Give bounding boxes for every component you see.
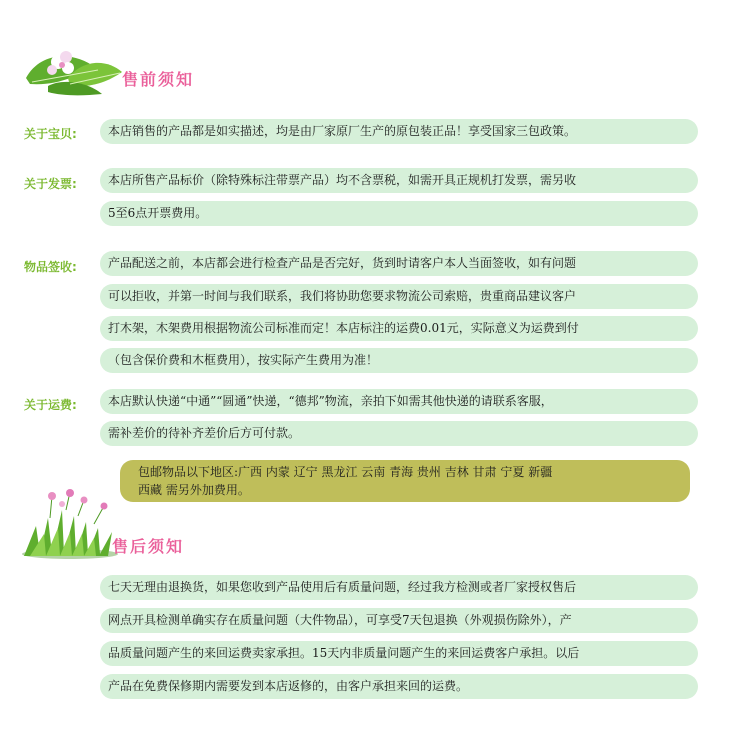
presale-heading: 售前须知 xyxy=(122,70,195,89)
about-invoice-line-1: 本店所售产品标价（除特殊标注带票产品）均不含票税，如需开具正规机打发票，需另收 xyxy=(100,168,698,193)
notice-line-2: 西藏 需另外加费用。 xyxy=(138,483,250,497)
grass-flowers-icon xyxy=(18,488,118,560)
label-about-shipping: 关于运费: xyxy=(24,398,77,412)
about-shipping-line-1: 本店默认快递“中通”“圆通”快递，“德邦”物流，亲拍下如需其他快递的请联系客服， xyxy=(100,389,698,414)
notice-line-1: 包邮物品以下地区:广西 内蒙 辽宁 黑龙江 云南 青海 贵州 吉林 甘肃 宁夏 新疆 xyxy=(138,465,553,479)
aftersale-line-3: 品质量问题产生的来回运费卖家承担。15天内非质量问题产生的来回运费客户承担。以后 xyxy=(100,641,698,666)
aftersale-line-2: 网点开具检测单确实存在质量问题（大件物品），可享受7天包退换（外观损伤除外），产 xyxy=(100,608,698,633)
label-about-invoice: 关于发票: xyxy=(24,177,77,191)
aftersale-heading: 售后须知 xyxy=(112,537,185,556)
aftersale-line-4: 产品在免费保修期内需要发到本店返修的，由客户承担来回的运费。 xyxy=(100,674,698,699)
label-goods-receipt: 物品签收: xyxy=(24,260,77,274)
goods-receipt-line-1: 产品配送之前，本店都会进行检查产品是否完好，货到时请客户本人当面签收，如有问题 xyxy=(100,251,698,276)
aftersale-line-1: 七天无理由退换货，如果您收到产品使用后有质量问题，经过我方检测或者厂家授权售后 xyxy=(100,575,698,600)
goods-receipt-line-2: 可以拒收，并第一时间与我们联系，我们将协助您要求物流公司索赔，贵重商品建议客户 xyxy=(100,284,698,309)
about-invoice-line-2: 5至6点开票费用。 xyxy=(100,201,698,226)
label-about-product: 关于宝贝: xyxy=(24,127,77,141)
about-shipping-line-2: 需补差价的待补齐差价后方可付款。 xyxy=(100,421,698,446)
goods-receipt-line-4: （包含保价费和木框费用），按实际产生费用为准！ xyxy=(100,348,698,373)
about-product-text: 本店销售的产品都是如实描述，均是由厂家原厂生产的原包装正品！享受国家三包政策。 xyxy=(100,119,698,144)
leaf-flower-icon xyxy=(18,38,123,98)
goods-receipt-line-3: 打木架，木架费用根据物流公司标准而定！本店标注的运费0.01元，实际意义为运费到付 xyxy=(100,316,698,341)
free-shipping-notice xyxy=(120,460,690,502)
